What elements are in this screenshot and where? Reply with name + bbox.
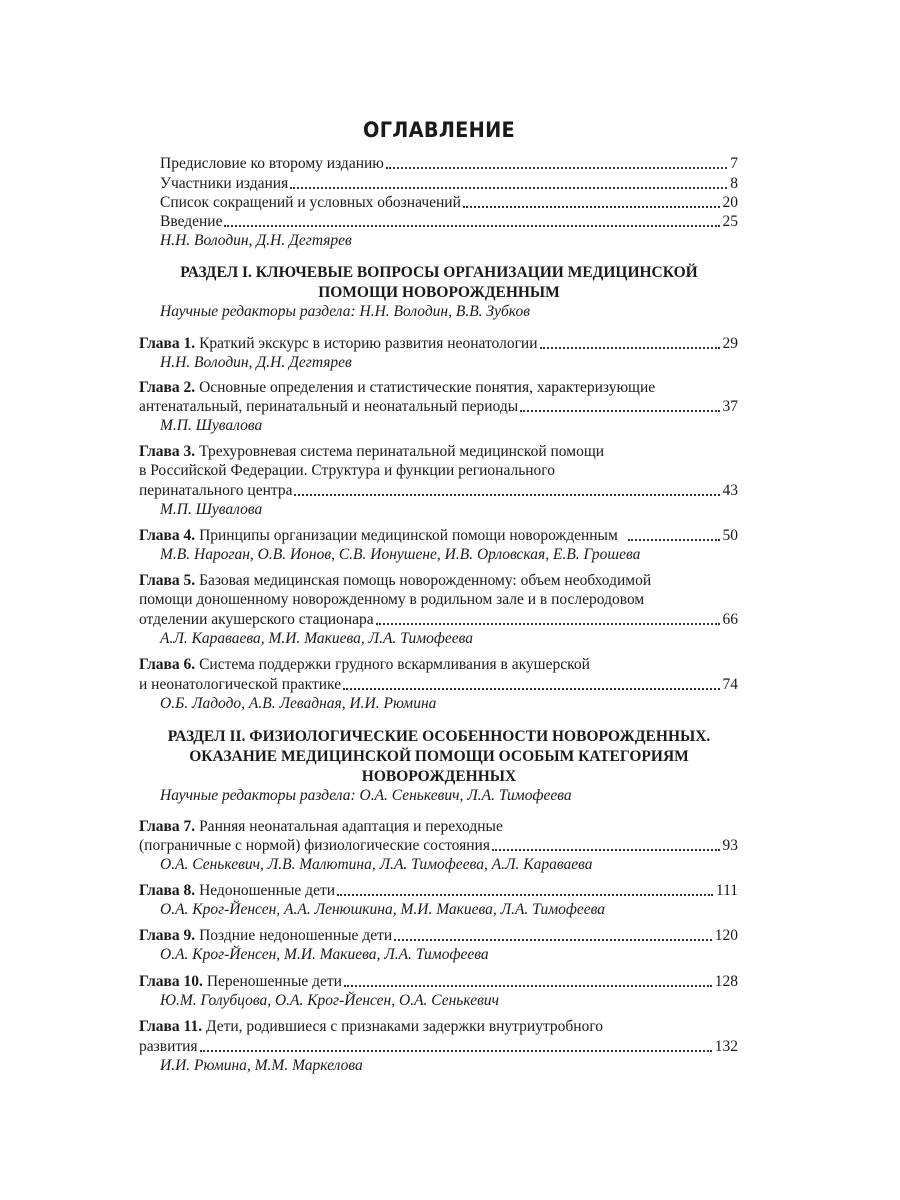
chapter-authors: Ю.М. Голубцова, О.А. Крог-Йенсен, О.А. Сенькевич xyxy=(160,992,499,1009)
chapter-title-line: Базовая медицинская помощь новорожденному: объем необходимой xyxy=(199,572,652,589)
page-number: 7 xyxy=(730,155,738,172)
chapter-title-line: Основные определения и статистические понятия, характеризующие xyxy=(199,379,656,396)
page-number: 93 xyxy=(722,837,738,854)
page-number: 132 xyxy=(714,1038,738,1055)
dot-leader xyxy=(290,187,727,189)
dot-leader xyxy=(344,985,712,987)
page-number: 8 xyxy=(730,175,738,192)
chapter-title-line: и неонатологической практике xyxy=(139,676,342,693)
chapter-label: Глава 10. xyxy=(139,973,203,990)
dot-leader xyxy=(337,894,713,896)
chapter-authors: Н.Н. Володин, Д.Н. Дегтярев xyxy=(160,354,352,371)
toc-title: ОГЛАВЛЕНИЕ xyxy=(362,118,516,142)
toc-entry-chapter-9[interactable] xyxy=(139,926,738,946)
toc-entry-chapter-5[interactable] xyxy=(139,571,651,591)
page-number: 37 xyxy=(722,398,738,415)
chapter-title-line: в Российской Федерации. Структура и функции регионального xyxy=(139,462,556,479)
page-number: 20 xyxy=(722,194,738,211)
entry-title: Список сокращений и условных обозначений xyxy=(160,194,461,211)
page-number: 128 xyxy=(714,973,738,990)
chapter-6-last-line[interactable] xyxy=(139,675,738,695)
chapter-title: Поздние недоношенные дети xyxy=(199,927,393,944)
chapter-label: Глава 1. xyxy=(139,335,196,352)
toc-entry-chapter-1[interactable] xyxy=(139,334,738,354)
chapter-title: Краткий экскурс в историю развития неонатологии xyxy=(199,335,538,352)
chapter-title: Переношенные дети xyxy=(206,973,342,990)
section-1-heading xyxy=(139,263,739,303)
chapter-authors: И.И. Рюмина, М.М. Маркелова xyxy=(160,1057,363,1074)
chapter-title-line: (пограничные с нормой) физиологические состояния xyxy=(139,837,490,854)
chapter-authors: О.А. Крог-Йенсен, М.И. Макиева, Л.А. Тимофеева xyxy=(160,946,489,963)
page-number: 120 xyxy=(714,927,738,944)
dot-leader xyxy=(294,494,719,496)
chapter-authors: М.П. Шувалова xyxy=(160,417,263,434)
section-2-editors: Научные редакторы раздела: О.А. Сенькевич, Л.А. Тимофеева xyxy=(160,787,572,804)
page-number: 29 xyxy=(722,335,738,352)
section-title-line: РАЗДЕЛ I. КЛЮЧЕВЫЕ ВОПРОСЫ ОРГАНИЗАЦИИ МЕДИЦИНСКОЙ xyxy=(180,264,698,281)
dot-leader xyxy=(520,410,719,412)
section-title-line: НОВОРОЖДЕННЫХ xyxy=(361,768,517,785)
chapter-title-line: перинатального центра xyxy=(139,482,293,499)
toc-entry-chapter-10[interactable] xyxy=(139,972,738,992)
entry-title: Предисловие ко второму изданию xyxy=(160,155,384,172)
section-1-editors: Научные редакторы раздела: Н.Н. Володин, В.В. Зубков xyxy=(160,303,530,320)
toc-entry-chapter-4[interactable] xyxy=(139,526,738,546)
entry-authors: Н.Н. Володин, Д.Н. Дегтярев xyxy=(160,232,352,249)
page-number: 50 xyxy=(722,527,738,544)
chapter-5-last-line[interactable] xyxy=(139,610,738,630)
chapter-label: Глава 4. xyxy=(139,527,196,544)
chapter-label: Глава 5. xyxy=(139,572,196,589)
toc-entry-chapter-8[interactable] xyxy=(139,881,738,901)
chapter-label: Глава 8. xyxy=(139,882,196,899)
chapter-authors: О.А. Крог-Йенсен, А.А. Ленюшкина, М.И. Макиева, Л.А. Тимофеева xyxy=(160,901,606,918)
toc-entry-chapter-6[interactable] xyxy=(139,655,590,675)
dot-leader xyxy=(224,225,719,227)
toc-entry-abbreviations[interactable] xyxy=(160,193,738,213)
chapter-label: Глава 7. xyxy=(139,818,196,835)
chapter-authors: М.В. Нароган, О.В. Ионов, С.В. Ионушене, И.В. Орловская, Е.В. Грошева xyxy=(160,546,641,563)
dot-leader xyxy=(492,849,720,851)
chapter-title-line: помощи доношенному новорожденному в родильном зале и в послеродовом xyxy=(139,591,645,608)
toc-entry-chapter-11[interactable] xyxy=(139,1017,603,1037)
section-2-heading xyxy=(139,727,739,787)
chapter-label: Глава 3. xyxy=(139,443,196,460)
chapter-title: Принципы организации медицинской помощи новорожденным xyxy=(199,527,618,544)
chapter-title-line: Трехуровневая система перинатальной медицинской помощи xyxy=(199,443,605,460)
dot-leader xyxy=(386,167,727,169)
section-title-line: ПОМОЩИ НОВОРОЖДЕННЫМ xyxy=(318,284,560,301)
page-number: 25 xyxy=(722,213,738,230)
chapter-title-line: Ранняя неонатальная адаптация и переходные xyxy=(199,818,503,835)
chapter-label: Глава 6. xyxy=(139,656,196,673)
page-number: 74 xyxy=(722,676,738,693)
section-title-line: ОКАЗАНИЕ МЕДИЦИНСКОЙ ПОМОЩИ ОСОБЫМ КАТЕГОРИЯМ xyxy=(189,748,689,765)
dot-leader xyxy=(394,939,712,941)
page-number: 66 xyxy=(722,611,738,628)
chapter-title-line: Дети, родившиеся с признаками задержки внутриутробного xyxy=(205,1018,604,1035)
chapter-label: Глава 11. xyxy=(139,1018,203,1035)
chapter-authors: М.П. Шувалова xyxy=(160,501,263,518)
dot-leader xyxy=(343,688,719,690)
section-title-line: РАЗДЕЛ II. ФИЗИОЛОГИЧЕСКИЕ ОСОБЕННОСТИ НОВОРОЖДЕННЫХ. xyxy=(167,728,711,745)
page-number: 43 xyxy=(722,482,738,499)
entry-title: Участники издания xyxy=(160,175,289,192)
chapter-authors: О.Б. Ладодо, А.В. Левадная, И.И. Рюмина xyxy=(160,695,437,712)
toc-entry-introduction[interactable] xyxy=(160,212,738,232)
dot-leader xyxy=(628,539,720,541)
dot-leader xyxy=(463,206,720,208)
chapter-7-last-line[interactable] xyxy=(139,836,738,856)
chapter-authors: А.Л. Караваева, М.И. Макиева, Л.А. Тимофеева xyxy=(160,630,474,647)
chapter-3-last-line[interactable] xyxy=(139,481,738,501)
chapter-title-line: Система поддержки грудного вскармливания в акушерской xyxy=(199,656,590,673)
page-number: 111 xyxy=(715,882,738,899)
chapter-11-last-line[interactable] xyxy=(139,1037,738,1057)
chapter-title: Недоношенные дети xyxy=(199,882,336,899)
toc-entry-chapter-7[interactable] xyxy=(139,817,503,837)
entry-title: Введение xyxy=(160,213,223,230)
dot-leader xyxy=(376,623,720,625)
chapter-label: Глава 2. xyxy=(139,379,196,396)
chapter-title-line: развития xyxy=(139,1038,198,1055)
chapter-authors: О.А. Сенькевич, Л.В. Малютина, Л.А. Тимофеева, А.Л. Караваева xyxy=(160,856,593,873)
chapter-title-line: антенатальный, перинатальный и неонатальный периоды xyxy=(139,398,519,415)
chapter-2-last-line[interactable] xyxy=(139,397,738,417)
chapter-title-line: отделении акушерского стационара xyxy=(139,611,374,628)
toc-entry-chapter-2[interactable] xyxy=(139,378,655,398)
dot-leader xyxy=(540,347,720,349)
toc-entry-chapter-3[interactable] xyxy=(139,442,604,462)
toc-entry-contributors[interactable] xyxy=(160,174,738,194)
toc-entry-preface[interactable] xyxy=(160,154,738,174)
chapter-label: Глава 9. xyxy=(139,927,196,944)
dot-leader xyxy=(200,1050,712,1052)
